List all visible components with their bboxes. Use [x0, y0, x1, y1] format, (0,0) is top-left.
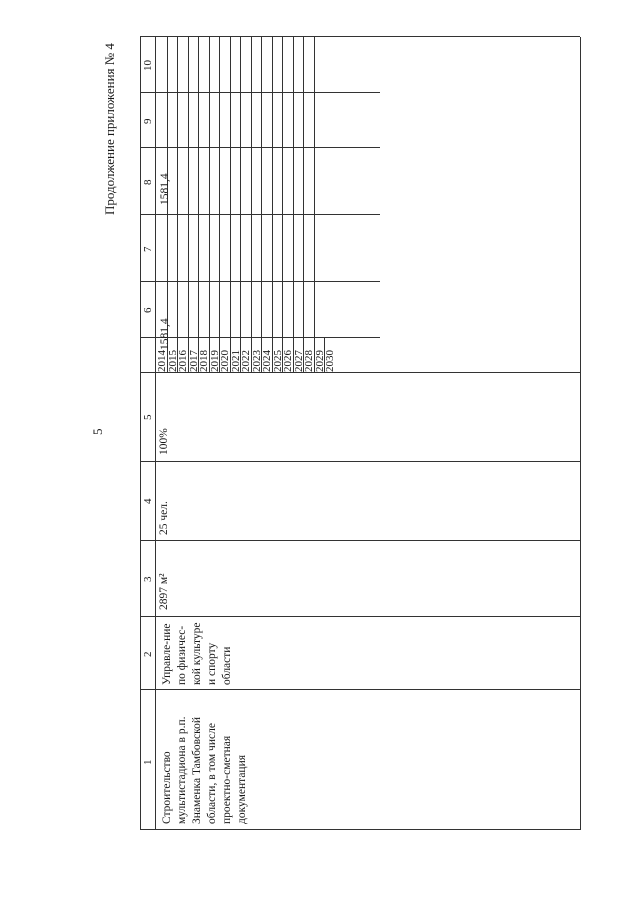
- year-2029: 2029: [313, 350, 326, 372]
- year-2030: 2030: [324, 350, 336, 372]
- year-row-line: [303, 37, 304, 373]
- col-number-6: 6: [142, 307, 154, 313]
- year-2027: 2027: [292, 350, 305, 372]
- year-2021: 2021: [229, 350, 242, 372]
- area-value: 2897 м²: [158, 573, 170, 610]
- readiness-value: 100%: [158, 428, 170, 455]
- col-number-3: 3: [142, 576, 154, 582]
- year-row-line: [209, 37, 210, 373]
- year-row-line: [230, 37, 231, 373]
- page-number: 5: [90, 428, 105, 435]
- responsible-body: Управле-ние по физичес-кой культуре и спорту области: [161, 622, 233, 685]
- year-row-line: [282, 37, 283, 373]
- col6-value: 1581,4: [159, 318, 171, 350]
- col-number-8: 8: [142, 179, 154, 185]
- year-2015: 2015: [166, 350, 179, 372]
- year-row-line: [314, 37, 315, 373]
- year-2026: 2026: [282, 350, 294, 372]
- year-row-line: [177, 37, 178, 373]
- year-row-line: [261, 37, 262, 373]
- col-number-4: 4: [142, 498, 154, 504]
- col-number-5: 5: [142, 414, 154, 420]
- object-name: Строительство мультистадиона в р.п. Знаменка Тамбовской области, в том числе проектно-сметная документация: [161, 716, 248, 824]
- year-row-line: [198, 37, 199, 373]
- year-2018: 2018: [198, 350, 210, 372]
- year-2028: 2028: [303, 350, 315, 372]
- col-number-2: 2: [142, 651, 154, 657]
- continuation-label: Продолжение приложения № 4: [102, 43, 117, 215]
- col-number-9: 9: [142, 118, 154, 124]
- col-number-1: 1: [142, 759, 154, 765]
- year-row-line: [293, 37, 294, 373]
- year-2022: 2022: [240, 350, 252, 372]
- year-2024: 2024: [261, 350, 273, 372]
- year-row-line: [188, 37, 189, 373]
- col8-value: 1581,4: [159, 173, 171, 205]
- col-number-7: 7: [142, 246, 154, 252]
- year-2017: 2017: [187, 350, 200, 372]
- year-2025: 2025: [271, 350, 284, 372]
- year-2023: 2023: [250, 350, 263, 372]
- capacity-value: 25 чел.: [158, 501, 170, 535]
- year-row-line: [251, 37, 252, 373]
- year-2020: 2020: [219, 350, 231, 372]
- col-number-10: 10: [142, 60, 154, 71]
- year-row-line: [240, 37, 241, 373]
- year-row-line: [219, 37, 220, 373]
- year-2016: 2016: [177, 350, 189, 372]
- year-2014: 2014: [156, 350, 168, 372]
- year-2019: 2019: [208, 350, 221, 372]
- year-row-line: [272, 37, 273, 373]
